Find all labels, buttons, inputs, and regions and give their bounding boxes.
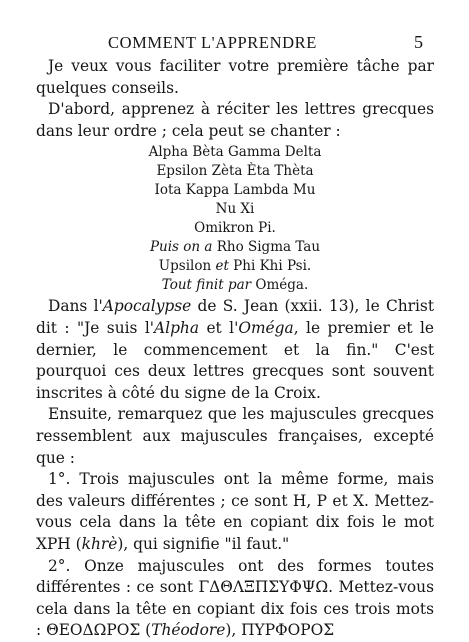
italic-omega: Oméga [238,318,294,337]
song-italic: et [215,258,229,275]
italic-theodore: Théodore [151,621,226,640]
running-header [0,33,469,53]
running-title: COMMENT L'APPRENDRE [108,33,317,52]
italic-khre: khrè [81,534,118,553]
song-text: Phi Khi Psi. [228,258,312,275]
song-line: Iota Kappa Lambda Mu [154,182,316,199]
song-text: Upsilon [158,258,216,275]
paragraph-point-2: 2°. Onze majuscules ont des formes toutes différentes : ce sont ΓΔΘΛΞΠΣΥΦΨΩ. Mettez-vous cela dans la tête en copiant dix fois ces trois mots : ΘΕΟΔΩΡΟΣ (Théodore), ΠΥΡΦΟΡΟΣ [36,556,434,640]
song-text: Oméga. [251,277,309,294]
song-line: Epsilon Zèta Èta Thèta [156,163,314,180]
song-line [36,276,434,295]
paragraph-majuscules: Ensuite, remarquez que les majuscules grecques ressemblent aux majuscules françaises, excepté que : [36,405,434,467]
paragraph-point-1: 1°. Trois majuscules ont la même forme, mais des valeurs différentes ; ce sont H, P et X. Mettez-vous cela dans la tête en copiant dix fois le mot XPH (khrè), qui signifie "il faut." [36,470,434,553]
song-line: Nu Xi [215,201,255,218]
paragraph-recite-letters: D'abord, apprenez à réciter les lettres grecques dans leur ordre ; cela peut se chanter : [36,100,434,140]
song-line: Alpha Bèta Gamma Delta [148,144,322,161]
italic-apocalypse: Apocalypse [102,297,192,316]
song-line [36,238,434,257]
page-number: 5 [414,32,423,52]
paragraph-intro: Je veux vous faciliter votre première tâche par quelques conseils. [36,57,434,97]
song-line: Omikron Pi. [194,220,276,237]
song-text: Rho Sigma Tau [212,239,321,256]
song-line [36,257,434,276]
song-italic: Tout finit par [161,277,252,294]
song-italic: Puis on a [149,239,213,256]
alphabet-song [36,143,434,295]
page-body [36,56,434,642]
italic-alpha: Alpha [154,318,200,337]
paragraph-apocalypse: Dans l'Apocalypse de S. Jean (xxii. 13), le Christ dit : "Je suis l'Alpha et l'Oméga, le premier et le dernier, le commencement et la fin." C'est pourquoi ces deux lettres grecques sont souvent inscrites à côté du signe de la Croix. [36,297,434,402]
